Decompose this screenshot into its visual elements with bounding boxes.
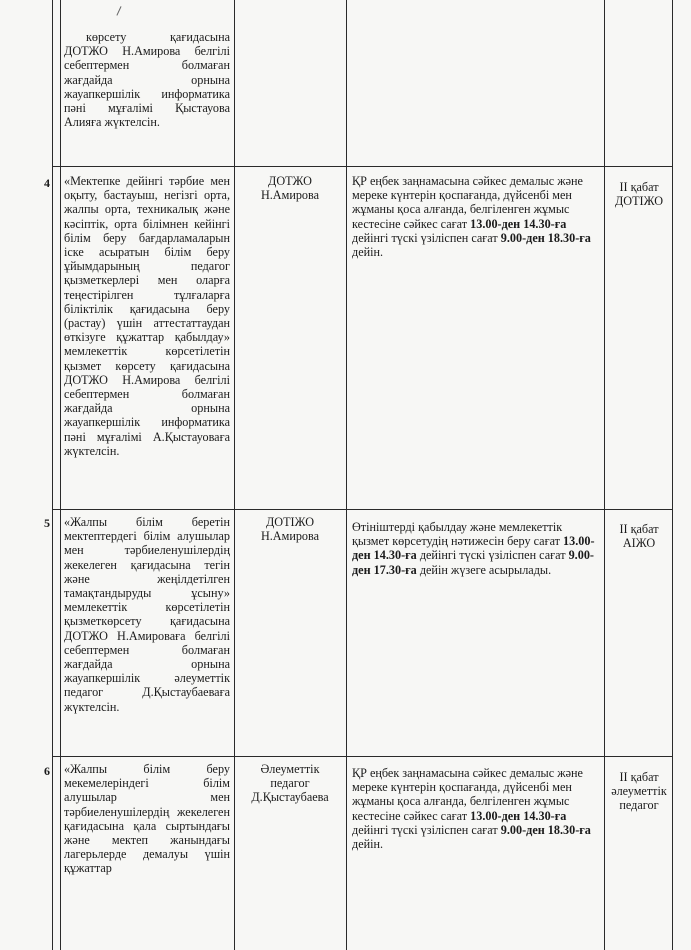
condition-text-part: дейінгі түскі үзіліспен сағат — [352, 230, 501, 245]
condition-text-part: 13.00-ден 14.30-ға — [352, 534, 595, 563]
condition-text-part: 9.00-ден 17.30-ға — [352, 548, 594, 577]
condition-text-part: ҚР еңбек заңнамасына сәйкес демалыс және мереке күнтерін қоспағанда, дүйсенбі мен жұманы қоса алғанда, белгіленген жұмыс кестесіне сәйкес сағат — [352, 174, 583, 231]
table-row-3-room: ІІ қабат әлеуметтік педагог — [611, 770, 667, 813]
table-row-3-responsible: Әлеуметтік педагог Д.Қыстаубаева — [251, 762, 329, 805]
table-border-col3 — [346, 0, 347, 950]
table-border-col1 — [60, 0, 61, 950]
condition-text-part: дейінгі түскі үзіліспен сағат — [352, 822, 501, 837]
row-divider — [52, 509, 672, 510]
condition-text-part: дейінгі түскі үзіліспен сағат — [416, 548, 569, 563]
table-row-2-conditions — [352, 520, 600, 577]
table-row-3-number: 6 — [44, 764, 50, 778]
table-row-1-number: 4 — [44, 176, 50, 190]
table-border-col2 — [234, 0, 235, 950]
table-row-1-room: ІІ қабат ДОТІЖО — [614, 180, 664, 209]
condition-text-part: 9.00-ден 18.30-ға — [500, 230, 591, 245]
condition-text-part: дейін жүзеге асырылады. — [416, 562, 552, 577]
table-row-1-description: «Мектепке дейінгі тәрбие мен оқыту, бастауыш, негізгі орта, жалпы орта, техникалық және кәсіптік, орта білімнен кейінгі білім беру бағдарламаларын іске асыратын білім беру ұйымдарының педагог қызметкерлері мен оларға теңестірілген тұлғаларға біліктілік қағидасына беру (растау) үшін аттестаттаудан өткізуге құжаттар қабылдау» мемлекеттік көрсетілетін қызмет көрсету қағидасына ДОТЖО Н.Амирова белгілі себептермен болмаған жағдайда орнына жауапкершілік информатика пәні мұғалімі А.Қыстауоваға жүктелсін. — [64, 174, 230, 458]
table-row-1-responsible: ДОТЖО Н.Амирова — [260, 174, 320, 203]
table-border-col4 — [604, 0, 605, 950]
table-row-0-description: көрсету қағидасына ДОТЖО Н.Амирова белгілі себептермен болмаған жағдайда орнына жауапкершілік информатика пәні мұғалімі Қыстауова Алияға жүктелсін. — [64, 30, 230, 130]
table-row-2-responsible: ДОТІЖО Н.Амирова — [260, 515, 320, 544]
row-divider — [52, 166, 672, 167]
condition-text-part: 13.00-ден 14.30-ға — [470, 216, 567, 231]
condition-text-part: дейін. — [352, 837, 384, 852]
table-row-3-description: «Жалпы білім беру мекемелеріндегі білім алушылар мен тәрбиеленушілердің жекелеген қағидасына қала сыртындағы және мектеп жанындағы лагерьлерде демалуы үшін құжаттар — [64, 762, 230, 876]
condition-text-part: 13.00-ден 14.30-ға — [470, 808, 567, 823]
scan-mark — [116, 6, 130, 20]
table-row-2-room: ІІ қабат АІЖО — [619, 522, 659, 551]
table-row-2-number: 5 — [44, 516, 50, 530]
table-border-left — [52, 0, 53, 950]
condition-text-part: ҚР еңбек заңнамасына сәйкес демалыс және мереке күнтерін қоспағанда, дүйсенбі мен жұманы қоса алғанда, белгіленген жұмыс кестесіне сәйкес сағат — [352, 766, 583, 823]
table-row-3-conditions — [352, 766, 600, 851]
table-row-2-description: «Жалпы білім беретін мектептердегі білім алушылар мен тәрбиеленушілердің жекелеген қағидасына тегін және жеңілдетілген тамақтандыруды ұсыну» мемлекеттік көрсетілетін қызметкөрсету қағидасына ДОТЖО Н.Амироваға белгілі себептермен болмаған жағдайда орнына жауапкершілік әлеуметтік педагог Д.Қыстаубаеваға жүктелсін. — [64, 515, 230, 714]
table-border-right — [672, 0, 673, 950]
condition-text-part: дейін. — [352, 245, 384, 260]
condition-text-part: Өтініштерді қабылдау және мемлекеттік қызмет көрсетудің нәтижесін беру сағат — [352, 520, 564, 549]
table-row-1-conditions — [352, 174, 600, 259]
condition-text-part: 9.00-ден 18.30-ға — [500, 822, 591, 837]
row-divider — [52, 756, 672, 757]
